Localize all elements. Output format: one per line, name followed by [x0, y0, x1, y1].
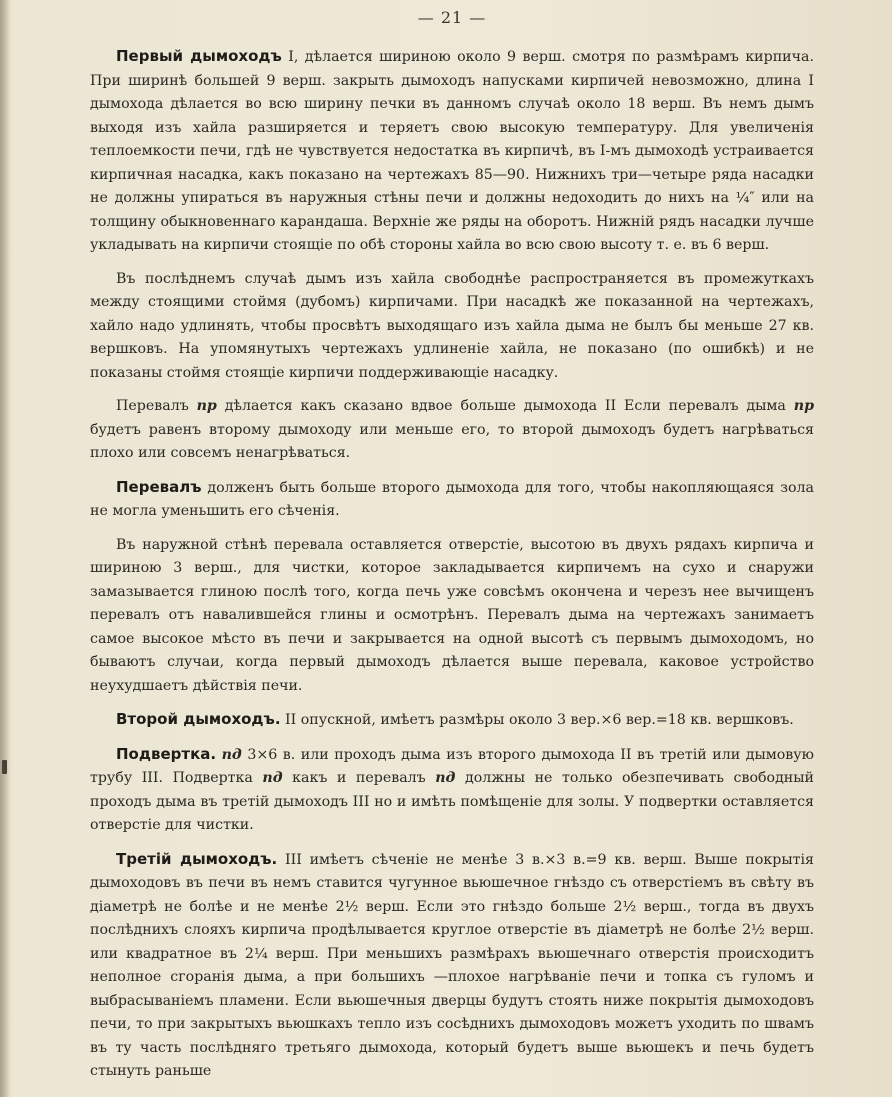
reference-label: пд — [262, 770, 283, 786]
paragraph-text: будетъ равенъ второму дымоходу или меньше его, то второй дымоходъ будетъ нагрѣваться плохо или совсемъ ненагрѣваться. — [90, 421, 814, 461]
heading-second-flue: Второй дымоходъ. — [116, 710, 281, 728]
paragraph-text: 3×6 в. или проходъ дыма изъ второго дымохода II въ третій или дымовую трубу III. Подвертка — [90, 746, 814, 786]
heading-first-flue: Первый дымоходъ — [116, 47, 282, 65]
reference-label: пр — [793, 398, 814, 414]
paragraph-text: дѣлается какъ сказано вдвое больше дымохода II Если перевалъ дыма — [216, 398, 794, 414]
paragraph-text: I, дѣлается шириною около 9 верш. смотря по размѣрамъ кирпича. При ширинѣ большей 9 верш. закрыть дымоходъ напусками кирпичей невозможно, длина I дымохода дѣлается во всю ширину печки въ данномъ случаѣ около 18 верш. Въ немъ дымъ выходя изъ хайла разширяется и теряетъ свою высокую температуру. Для увеличенія теплоемкости печи, гдѣ не чувствуется недостатка въ кирпичѣ, въ I-мъ дымоходѣ устраивается кирпичная насадка, какъ показано на чертежахъ 85—90. Нижнихъ три—четыре ряда насадки не должны упираться въ наружныя стѣны печи и должны недоходить до нихъ на ¼″ или на толщину обыкновеннаго карандаша. Верхніе же ряды на оборотъ. Нижній рядъ насадки лучше укладывать на кирпичи стоящіе по обѣ стороны хайла во всю свою высоту т. е. въ 6 верш. — [90, 49, 814, 253]
paragraph-first-flue — [90, 45, 814, 258]
heading-third-flue: Третій дымоходъ. — [116, 849, 278, 868]
reference-label: пд — [435, 770, 456, 786]
paragraph-text: Въ послѣднемъ случаѣ дымъ изъ хайла свободнѣе распространяется въ промежуткахъ между стоящими стоймя (дубомъ) кирпичами. При насадкѣ же показанной на чертежахъ, хайло надо удлинять, чтобы просвѣтъ выходящаго изъ хайла дыма не былъ бы меньше 27 кв. вершковъ. На упомянутыхъ чертежахъ удлиненіе хайла, не показано (по ошибкѣ) и не показаны стоймя стоящіе кирпичи поддерживающіе насадку. — [90, 270, 814, 381]
binding-shadow — [0, 0, 10, 1097]
paragraph-pass-size — [90, 395, 814, 466]
paragraph-text: Въ наружной стѣнѣ перевала оставляется отверстіе, высотою въ двухъ рядахъ кирпича и шириною 3 верш., для чистки, которое закладывается кирпичемъ на сухо и снаружи замазывается глиною послѣ того, когда печь уже совсѣмъ окончена и черезъ нее вычищенъ перевалъ отъ навалившейся глины и осмотрѣнъ. Перевалъ дыма на чертежахъ занимаетъ самое высокое мѣсто въ печи и закрывается на одной высотѣ съ первымъ дымоходомъ, но бываютъ случаи, когда первый дымоходъ дѣлается выше перевала, каковое устройство неухудшаетъ дѣйствія печи. — [90, 536, 814, 694]
page-number: — 21 — — [417, 8, 487, 27]
margin-mark — [2, 760, 7, 774]
paragraph-text: Перевалъ — [116, 398, 197, 414]
paragraph-third-flue — [90, 848, 814, 1084]
heading-pass: Перевалъ — [116, 477, 202, 496]
paragraph-second-flue — [90, 708, 814, 733]
paragraph-turn — [90, 743, 814, 838]
paragraph-text: II опускной, имѣетъ размѣры около 3 вер.×6 вер.=18 кв. вершковъ. — [280, 712, 794, 728]
paragraph-text: долженъ быть больше второго дымохода для того, чтобы накопляющаяся зола не могла уменьшить его сѣченія. — [90, 479, 814, 519]
reference-label: пр — [196, 398, 217, 414]
paragraph-last-case — [90, 268, 814, 386]
paragraph-pass — [90, 476, 814, 524]
heading-turn: Подвертка. — [116, 744, 217, 763]
reference-label: пд — [221, 746, 242, 763]
paragraph-text: какъ и перевалъ — [282, 770, 436, 786]
paragraph-cleaning-opening — [90, 534, 814, 699]
paragraph-text: III имѣетъ сѣченіе не менѣе 3 в.×3 в.=9 кв. верш. Выше покрытія дымоходовъ въ печи въ немъ ставится чугунное вьюшечное гнѣздо съ отверстіемъ въ свѣту въ діаметрѣ не болѣе и не менѣе 2½ верш. Если это гнѣздо больше 2½ верш., тогда въ двухъ послѣднихъ слояхъ кирпича продѣлывается круглое отверстіе въ діаметрѣ не болѣе 2½ верш. или квадратное въ 2¼ верш. При меньшихъ размѣрахъ вьюшечнаго отверстія происходитъ неполное сгоранія дыма, а при большихъ —плохое нагрѣваніе печи и топка съ гуломъ и выбрасываніемъ пламени. Если вьюшечныя дверцы будутъ стоять ниже покрытія дымоходовъ печи, то при закрытыхъ вьюшкахъ тепло изъ сосѣднихъ дымоходовъ можетъ уходить по швамъ въ ту часть послѣдняго третьяго дымохода, который будетъ выше вьюшекъ и печь будетъ стынуть раньше — [90, 851, 814, 1079]
paragraph-text: должны не только обезпечивать свободный проходъ дыма въ третій дымоходъ III но и имѣть помѣщеніе для золы. У подвертки оставляется отверстіе для чистки. — [90, 770, 815, 833]
